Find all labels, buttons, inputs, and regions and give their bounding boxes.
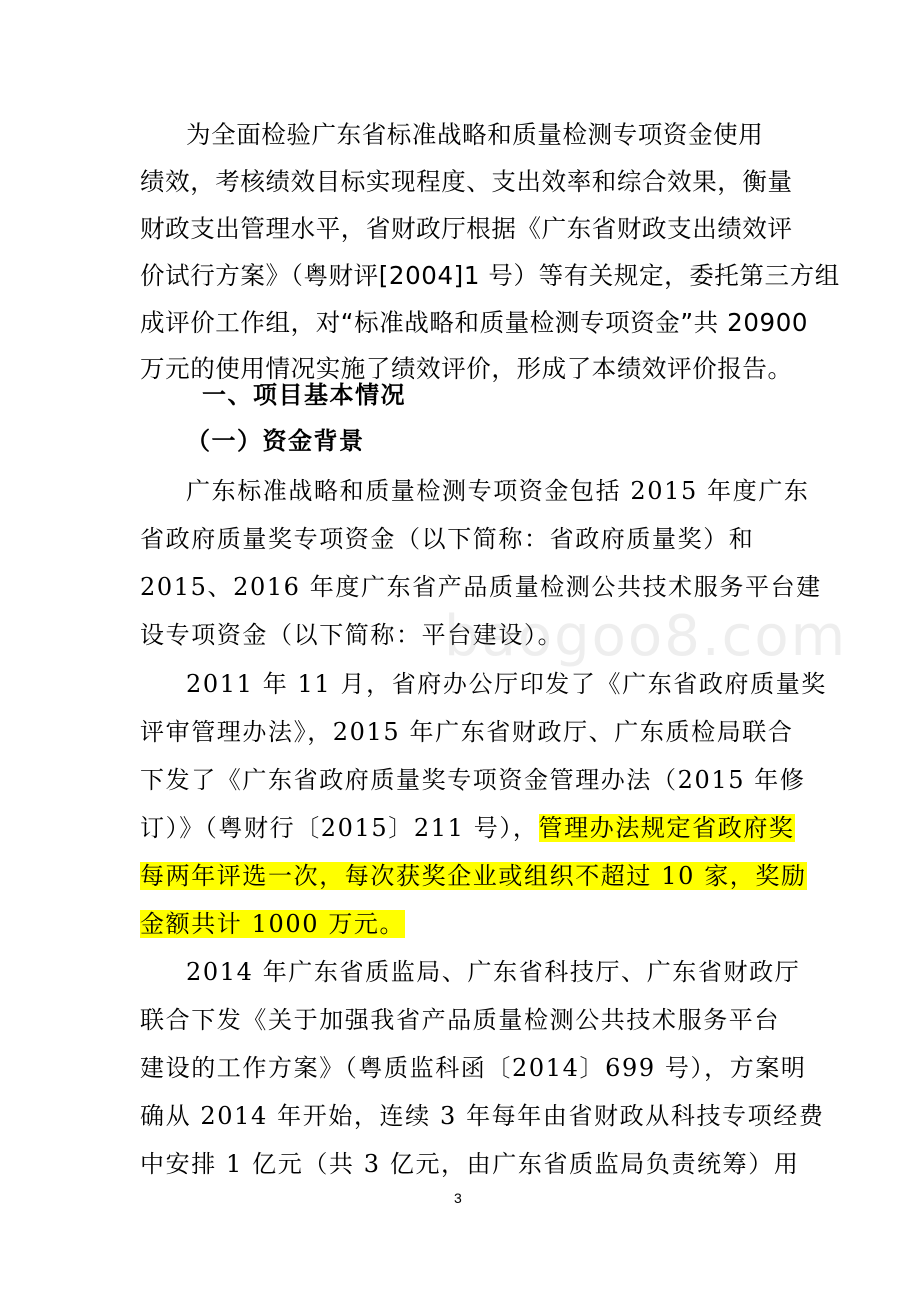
platform-line-3: 建设的工作方案》（粤质监科函〔2014〕699 号），方案明: [140, 1054, 807, 1082]
platform-line-5: 中安排 1 亿元（共 3 亿元，由广东省质监局负责统筹）用: [140, 1150, 800, 1178]
highlighted-text: 金额共计 1000 万元。: [140, 910, 406, 938]
regulation-line-3: 下发了《广东省政府质量奖专项资金管理办法（2015 年修: [140, 766, 806, 794]
regulation-line-4: [140, 811, 795, 845]
highlighted-text: 每两年评选一次，每次获奖企业或组织不超过 10 家，奖励: [140, 862, 807, 890]
subsection-heading: （一）资金背景: [186, 427, 365, 455]
platform-line-4: 确从 2014 年开始，连续 3 年每年由省财政从科技专项经费: [140, 1102, 825, 1130]
section-heading: 一、项目基本情况: [202, 381, 406, 409]
regulation-line-6: [140, 907, 405, 941]
background-line-4: 设专项资金（以下简称：平台建设）。: [140, 621, 564, 649]
platform-line-1: 2014 年广东省质监局、广东省科技厅、广东省财政厅: [186, 958, 801, 986]
intro-line-2: 绩效，考核绩效目标实现程度、支出效率和综合效果，衡量: [140, 167, 793, 196]
intro-line-3: 财政支出管理水平，省财政厅根据《广东省财政支出绩效评: [140, 214, 793, 243]
background-line-2: 省政府质量奖专项资金（以下简称：省政府质量奖）和: [140, 525, 755, 553]
regulation-line-2: 评审管理办法》，2015 年广东省财政厅、广东质检局联合: [140, 718, 794, 746]
highlighted-text: 管理办法规定省政府奖: [538, 814, 795, 842]
background-line-3: 2015、2016 年度广东省产品质量检测公共技术服务平台建: [140, 573, 822, 601]
regulation-line-5: [140, 859, 807, 893]
page-number: 3: [454, 1190, 462, 1206]
intro-line-5: 成评价工作组，对“标准战略和质量检测专项资金”共 20900: [140, 308, 809, 337]
background-line-1: 广东标准战略和质量检测专项资金包括 2015 年度广东: [186, 477, 810, 505]
intro-line-4: 价试行方案》（粤财评[2004]1 号）等有关规定，委托第三方组: [140, 261, 840, 290]
intro-line-1: 为全面检验广东省标准战略和质量检测专项资金使用: [186, 120, 764, 149]
watermark: baogoo8.com: [444, 604, 848, 669]
regulation-line-4-text: 订）》（粤财行〔2015〕211 号），: [140, 814, 539, 842]
intro-line-6: 万元的使用情况实施了绩效评价，形成了本绩效评价报告。: [140, 354, 793, 383]
regulation-line-1: 2011 年 11 月，省府办公厅印发了《广东省政府质量奖: [186, 670, 827, 698]
platform-line-2: 联合下发《关于加强我省产品质量检测公共技术服务平台: [140, 1006, 780, 1034]
